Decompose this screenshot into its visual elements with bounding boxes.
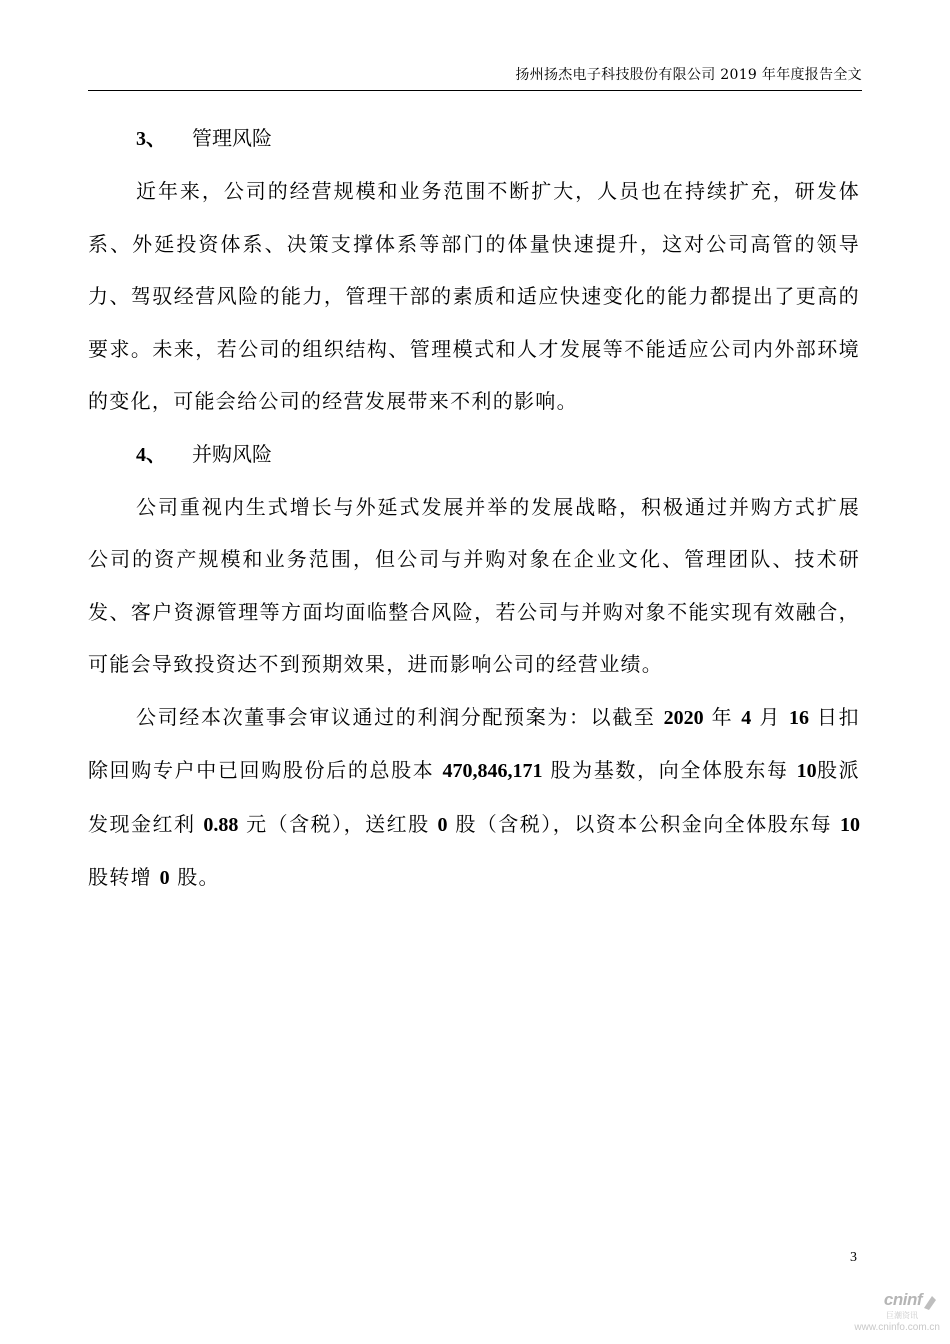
record-month: 4 — [741, 706, 752, 729]
paragraph-profit-distribution: 公司经本次董事会审议通过的利润分配预案为：以截至 2020 年 4 月 16 日扣除回购专户中已回购股份后的总股本 470,846,171 股为基数，向全体股东每 10股派发现金红利 0.88 元（含税），送红股 0 股（含税），以资本公积金向全体股东每 10 股转增 0 股。 — [88, 704, 860, 889]
cash-dividend: 0.88 — [203, 813, 239, 836]
watermark-url: www.cninfo.com.cn — [854, 1322, 940, 1333]
total-shares: 470,846,171 — [442, 760, 543, 782]
per-shares: 10 — [796, 760, 817, 782]
record-day: 16 — [788, 706, 809, 729]
document-body — [88, 112, 860, 905]
section-heading-merger-risk — [88, 428, 860, 481]
per-shares: 10 — [840, 813, 860, 836]
cninfo-watermark — [840, 1290, 940, 1336]
record-year: 2020 — [663, 706, 704, 729]
converted-shares: 0 — [159, 867, 170, 889]
page-number: 3 — [850, 1250, 857, 1265]
section-number: 3、 — [136, 128, 166, 150]
bonus-shares: 0 — [437, 813, 448, 836]
cninfo-logo-icon — [920, 1292, 940, 1312]
section-heading-management-risk — [88, 112, 860, 165]
paragraph-merger-risk: 公司重视内生式增长与外延式发展并举的发展战略，积极通过并购方式扩展公司的资产规模和业务范围，但公司与并购对象在企业文化、管理团队、技术研发、客户资源管理等方面均面临整合风险，若公司与并购对象不能实现有效融合，可能会导致投资达不到预期效果，进而影响公司的经营业绩。 — [88, 494, 860, 676]
paragraph-management-risk: 近年来，公司的经营规模和业务范围不断扩大，人员也在持续扩充，研发体系、外延投资体系、决策支撑体系等部门的体量快速提升，这对公司高管的领导力、驾驭经营风险的能力，管理干部的素质和适应快速变化的能力都提出了更高的要求。未来，若公司的组织结构、管理模式和人才发展等不能适应公司内外部环境的变化，可能会给公司的经营发展带来不利的影响。 — [88, 179, 860, 413]
report-title: 扬州扬杰电子科技股份有限公司 2019 年年度报告全文 — [515, 67, 862, 83]
page-header — [88, 60, 862, 91]
watermark-brand-cn: 巨潮资讯 — [886, 1311, 918, 1320]
section-title: 管理风险 — [192, 126, 272, 150]
section-number: 4、 — [136, 443, 166, 466]
watermark-brand: cninf — [883, 1290, 922, 1309]
section-title: 并购风险 — [192, 441, 272, 466]
